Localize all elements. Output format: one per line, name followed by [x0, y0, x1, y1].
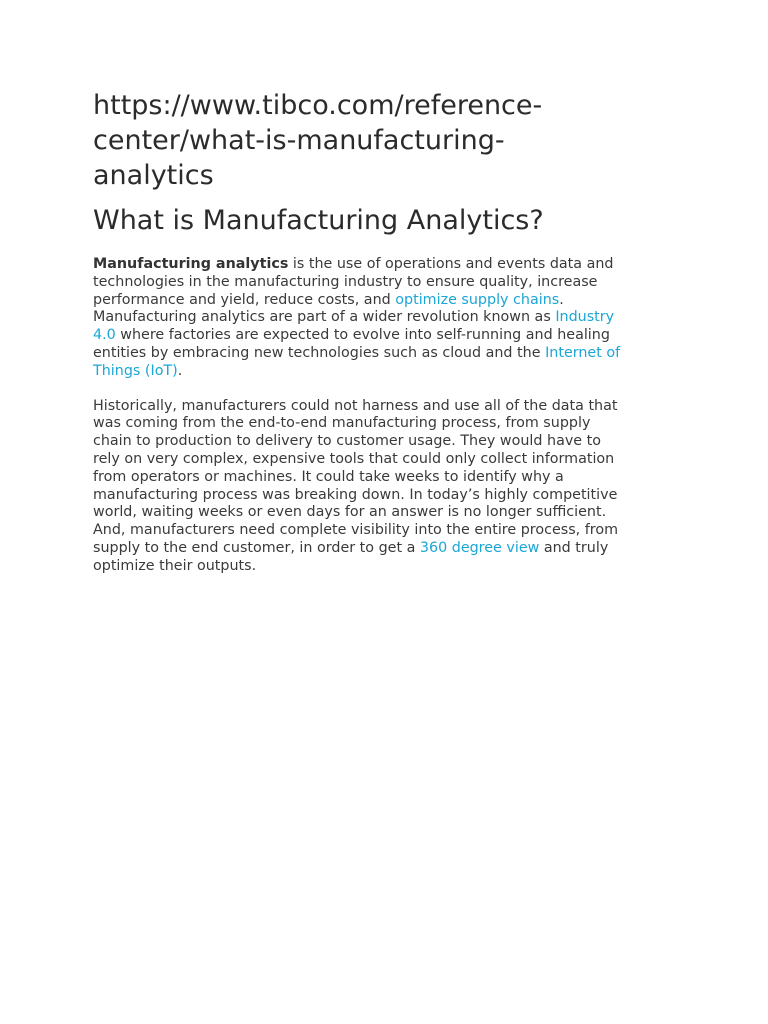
- bold-term: Manufacturing analytics: [93, 256, 289, 272]
- history-paragraph: [93, 398, 677, 576]
- history-line-6: manufacturing process was breaking down. In today’s highly competitive: [93, 486, 618, 503]
- intro-text: performance and yield, reduce costs, and: [93, 291, 396, 308]
- intro-line-6: [93, 345, 677, 363]
- intro-line-1: [93, 256, 677, 274]
- history-text: supply to the end customer, in order to get a: [93, 539, 420, 556]
- link-industry-4-0-part-1[interactable]: Industry: [555, 309, 615, 326]
- history-line-10: optimize their outputs.: [93, 557, 257, 574]
- history-line-8: And, manufacturers need complete visibility into the entire process, from: [93, 522, 618, 539]
- link-internet-of-things-part-1[interactable]: Internet of: [545, 344, 621, 361]
- intro-text: where factories are expected to evolve into self-running and healing: [115, 327, 610, 344]
- intro-text: Manufacturing analytics are part of a wider revolution known as: [93, 309, 556, 326]
- link-internet-of-things-part-2[interactable]: Things (IoT): [93, 362, 178, 379]
- url-heading-line-2: center/what-is-manufacturing-: [93, 125, 505, 156]
- document-page: [93, 88, 677, 576]
- history-line-1: Historically, manufacturers could not harness and use all of the data that: [93, 397, 618, 414]
- intro-line-4: [93, 309, 677, 327]
- intro-text: .: [559, 291, 564, 308]
- url-heading-line-3: analytics: [93, 160, 214, 191]
- history-line-5: from operators or machines. It could take weeks to identify why a: [93, 468, 564, 485]
- url-heading: [93, 88, 677, 193]
- history-line-7: world, waiting weeks or even days for an answer is no longer sufficient.: [93, 504, 607, 521]
- intro-paragraph: [93, 256, 677, 381]
- intro-text: entities by embracing new technologies such as cloud and the: [93, 344, 546, 361]
- intro-line-5: [93, 327, 677, 345]
- history-line-4: rely on very complex, expensive tools that could only collect information: [93, 450, 615, 467]
- url-heading-line-1: https://www.tibco.com/reference-: [93, 90, 543, 121]
- intro-line-7: [93, 363, 677, 381]
- page-title: What is Manufacturing Analytics?: [93, 205, 544, 236]
- history-text: and truly: [539, 539, 609, 556]
- intro-text: .: [177, 362, 183, 379]
- history-line-9: [93, 540, 677, 558]
- intro-line-3: [93, 292, 677, 310]
- link-360-degree-view[interactable]: 360 degree view: [419, 539, 540, 556]
- history-line-3: chain to production to delivery to customer usage. They would have to: [93, 433, 601, 450]
- link-industry-4-0-part-2[interactable]: 4.0: [93, 327, 116, 344]
- intro-text: is the use of operations and events data and: [288, 256, 614, 272]
- intro-line-2: technologies in the manufacturing industry to ensure quality, increase: [93, 273, 598, 290]
- history-line-2: was coming from the end-to-end manufacturing process, from supply: [93, 415, 591, 432]
- link-optimize-supply-chains[interactable]: optimize supply chains: [395, 291, 560, 308]
